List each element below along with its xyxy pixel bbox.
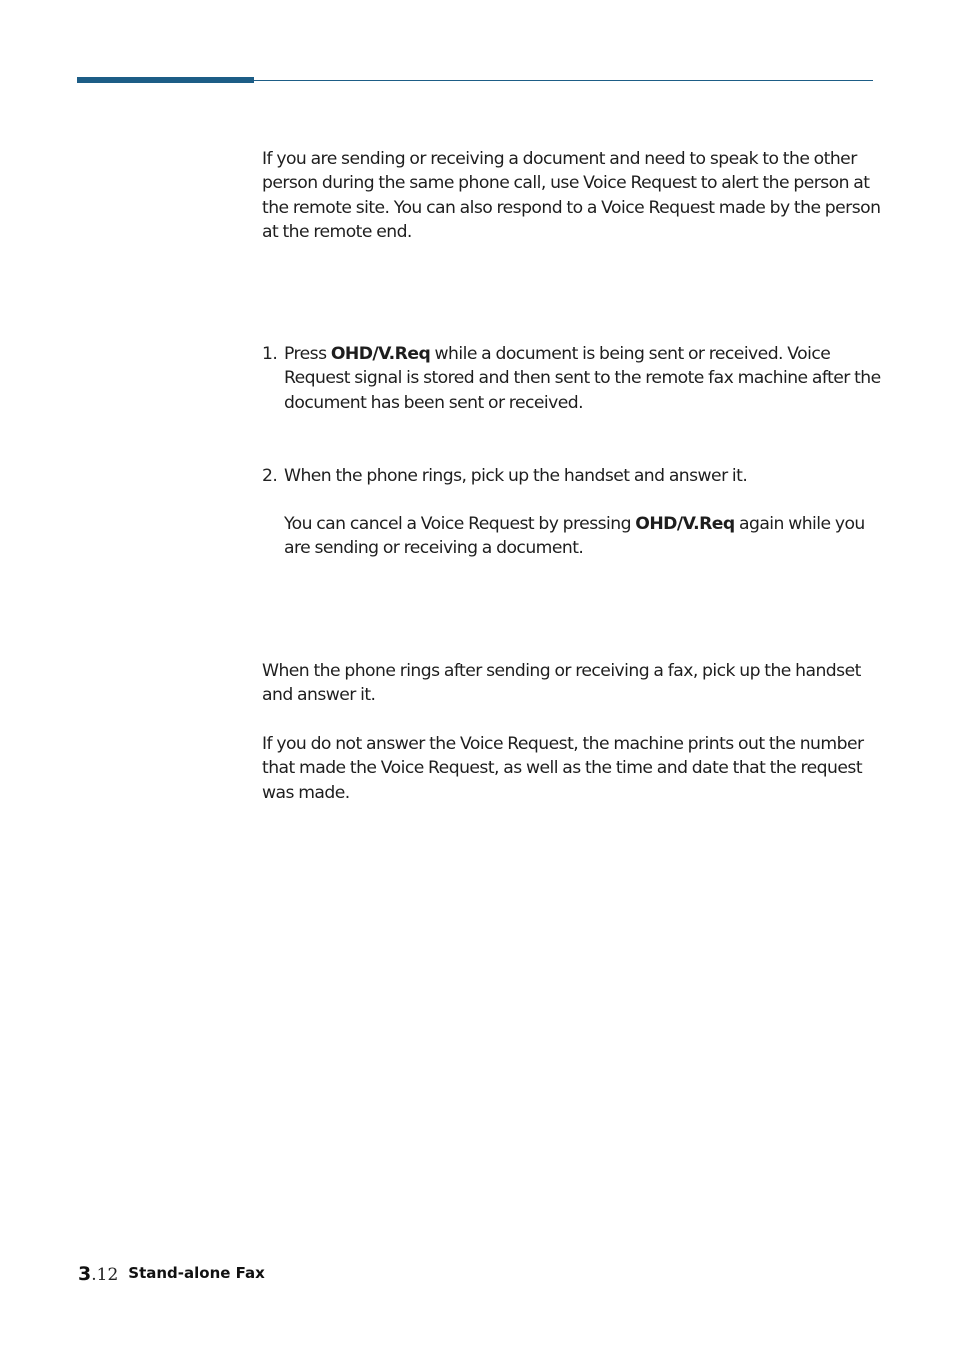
- step-1-post: while a document is being sent or received. Voice Request signal is stored and then sent to the remote fax machine after the document has been sent or received.: [284, 344, 881, 413]
- step-2-number: 2.: [262, 466, 278, 486]
- step-2: [262, 464, 882, 488]
- header-rule-accent: [77, 77, 254, 83]
- intro-paragraph: If you are sending or receiving a document and need to speak to the other person during the same phone call, use Voice Request to alert the person at the remote site. You can also respond to a Voice Request made by the person at the remote end.: [262, 149, 881, 242]
- step-1-text: [284, 342, 882, 415]
- step-2-text: When the phone rings, pick up the handset and answer it.: [284, 466, 748, 486]
- note-post: again while you are sending or receiving a document.: [284, 514, 865, 559]
- page-footer: [78, 1263, 265, 1285]
- chapter-number: 3: [78, 1263, 92, 1285]
- step-1-pre: Press: [284, 344, 331, 364]
- page-number: .12: [91, 1265, 119, 1285]
- header-rule-line: [254, 80, 873, 81]
- respond-paragraph-1: When the phone rings after sending or receiving a fax, pick up the handset and answer it.: [262, 661, 861, 706]
- step-1: [262, 342, 882, 415]
- step-1-number: 1.: [262, 344, 278, 364]
- note-pre: You can cancel a Voice Request by pressing: [284, 514, 636, 534]
- ohd-vreq-key: OHD/V.Req: [635, 514, 735, 534]
- ohd-vreq-key: OHD/V.Req: [330, 344, 431, 364]
- step-2-note-text: [284, 512, 882, 561]
- section-title: Stand-alone Fax: [128, 1264, 265, 1282]
- respond-paragraph-2: If you do not answer the Voice Request, the machine prints out the number that made the Voice Request, as well as the time and date that the request was made.: [262, 734, 864, 803]
- step-2-note: [262, 512, 882, 561]
